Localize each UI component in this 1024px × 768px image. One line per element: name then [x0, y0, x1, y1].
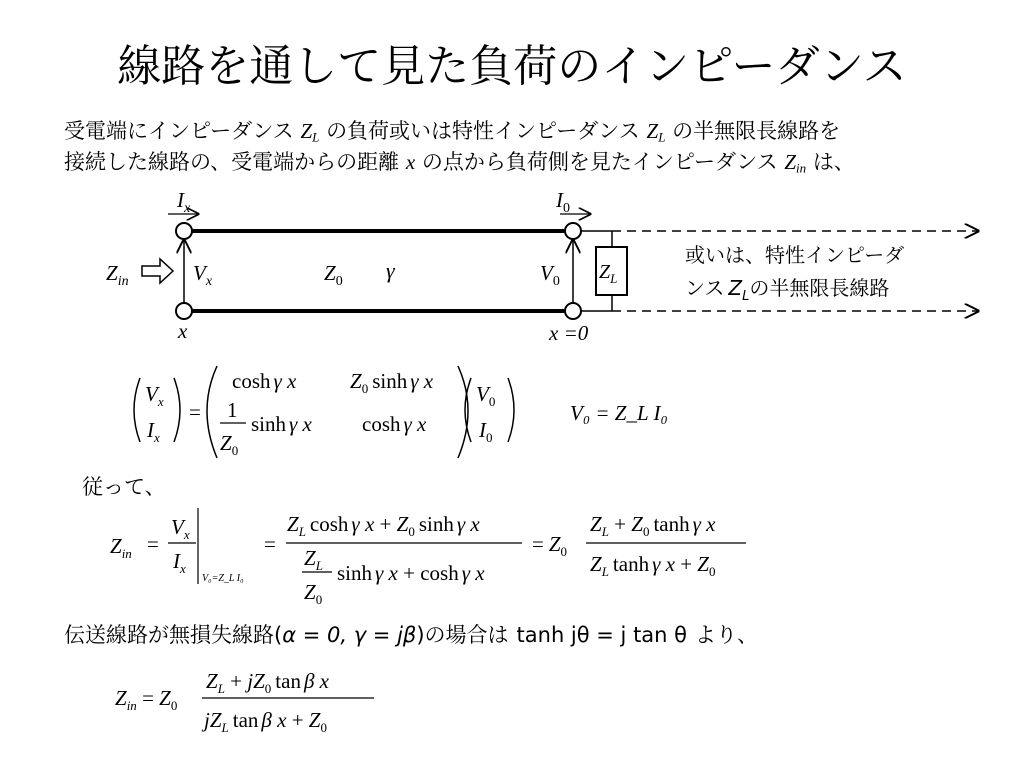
- big-frac-num: $Z_L$ cosh γ $x + Z_0$ sinh γ x: [287, 512, 480, 539]
- label-gamma: γ: [386, 258, 395, 283]
- symbol-ZL: $Z_L$: [300, 119, 320, 145]
- m21-sinh: sinh γ x: [251, 412, 312, 436]
- m12: $Z_0$ sinh γ x: [350, 369, 434, 396]
- look-in-arrow-icon: [142, 259, 173, 283]
- paren-left-vec: [134, 378, 140, 442]
- vec-Ix: $I_x$: [147, 418, 160, 445]
- label-Z0: $Z_0$: [324, 261, 343, 289]
- small-frac-num: $Z_L$: [304, 546, 323, 573]
- label-position-x0: x =0: [549, 321, 589, 345]
- intro-text-2c: は、: [812, 150, 855, 174]
- zin-eq-1: =: [147, 532, 159, 556]
- label-I0: $I_0$: [556, 188, 570, 216]
- vec-I0: $I_0$: [479, 418, 493, 445]
- zin-frac-den: $I_x$: [173, 549, 186, 576]
- m21-denominator: $Z_0$: [220, 431, 239, 458]
- intro-text-1a: 受電端にインピーダンス: [64, 119, 294, 143]
- note-line-1: 或いは、特性インピーダ: [685, 243, 905, 267]
- page-title: 線路を通して見た負荷のインピーダンス: [117, 41, 907, 92]
- final-frac-den: $jZ_L$ tan β $x + Z_0$: [204, 708, 327, 735]
- intro-text-2a: 接続した線路の、受電端からの距離: [64, 150, 400, 174]
- label-Vx: $V_x$: [193, 261, 213, 289]
- lossless-zin-equation: [115, 669, 374, 735]
- label-V0: $V_0$: [540, 261, 560, 289]
- symbol-Zin: $Z_{in}$: [784, 150, 807, 176]
- matrix-equals: =: [189, 400, 201, 424]
- paren-right-vec: [174, 378, 180, 442]
- final-frac-num: $Z_L + jZ_0$ tan β x: [206, 669, 329, 696]
- terminal-x-bottom: [176, 303, 192, 319]
- symbol-x: x: [405, 150, 416, 174]
- label-position-x: x: [178, 319, 188, 343]
- zin-eq-3: = $Z_0$: [532, 532, 568, 559]
- vec-Vx: $V_x$: [145, 382, 164, 409]
- zin-lhs: $Z_{in}$: [110, 534, 132, 561]
- big-frac-den-rest: sinh γ x + cosh γ x: [337, 561, 485, 585]
- intro-text-1c: の半無限長線路を: [672, 119, 841, 143]
- m11: cosh γ x: [232, 369, 297, 393]
- tanh-frac-den: $Z_L$ tanh γ $x + Z_0$: [590, 552, 716, 579]
- paren-right-matrix: [458, 366, 468, 458]
- abcd-matrix-equation: [134, 366, 668, 458]
- m21-numerator: 1: [227, 398, 238, 422]
- note-line-2: ンス $Z_L$の半無限長線路: [685, 276, 890, 304]
- load-condition: V₀ = Z_L I₀: [570, 401, 668, 425]
- paren-right-vec0: [508, 378, 514, 442]
- terminal-0-top: [565, 223, 581, 239]
- label-Zin: $Z_{in}$: [106, 261, 129, 289]
- small-frac-den: $Z_0$: [304, 580, 323, 607]
- tanh-frac-num: $Z_L + Z_0$ tanh γ x: [590, 512, 716, 539]
- m22: cosh γ x: [362, 412, 427, 436]
- terminal-0-bottom: [565, 303, 581, 319]
- eval-condition: V₀=Z_L I₀: [202, 573, 244, 584]
- therefore-text: 従って、: [82, 475, 166, 499]
- symbol-ZL: $Z_L$: [646, 119, 666, 145]
- paren-left-matrix: [207, 366, 217, 458]
- label-Ix: $I_x$: [177, 188, 191, 216]
- lossless-line: 伝送線路が無損失線路(α = 0, γ = jβ)の場合は tanh jθ = j tan θ より、: [64, 623, 759, 647]
- terminal-x-top: [176, 223, 192, 239]
- zin-derivation-equation: [110, 508, 746, 607]
- transmission-line-circuit: [106, 188, 978, 345]
- zin-eq-2: =: [264, 532, 276, 556]
- zin-frac-num: $V_x$: [171, 515, 190, 542]
- intro-text-2b: の点から負荷側を見たインピーダンス: [421, 150, 778, 174]
- final-lhs: $Z_{in} = Z_0$: [115, 686, 178, 713]
- label-ZL: $Z_L$: [599, 261, 618, 286]
- vec-V0: $V_0$: [476, 382, 496, 409]
- intro-text-1b: の負荷或いは特性インピーダンス: [326, 119, 640, 143]
